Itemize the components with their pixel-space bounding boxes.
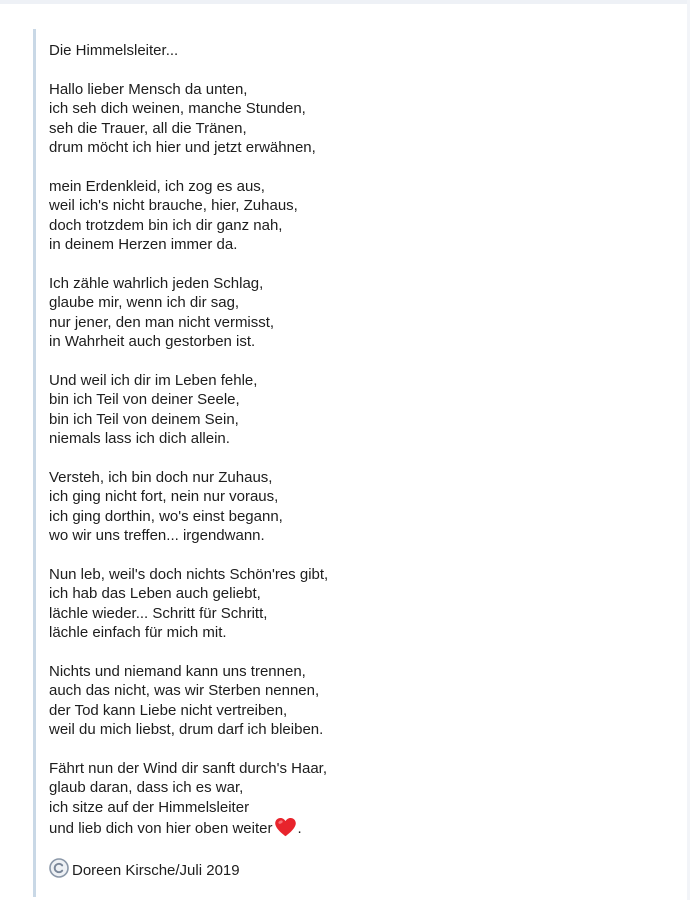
poem-stanza	[49, 565, 673, 643]
poem-line: ich sitze auf der Himmelsleiter	[49, 798, 250, 816]
poem-line: der Tod kann Liebe nicht vertreiben,	[49, 701, 288, 719]
poem-line: Nun leb, weil's doch nichts Schön'res gibt,	[49, 565, 329, 583]
poem-last-line	[49, 817, 673, 838]
poem-line: doch trotzdem bin ich dir ganz nah,	[49, 216, 283, 234]
poem-line: ich ging nicht fort, nein nur voraus,	[49, 488, 279, 506]
poem-line: drum möcht ich hier und jetzt erwähnen,	[49, 139, 316, 156]
top-strip	[0, 0, 690, 4]
poem-line: Hallo lieber Mensch da unten,	[49, 80, 248, 98]
poem-quote-block	[33, 29, 673, 897]
poem-stanza	[49, 759, 673, 839]
poem-stanza	[49, 662, 673, 740]
poem-line: weil du mich liebst, drum darf ich bleiben.	[49, 721, 324, 739]
poem-stanza	[49, 274, 673, 352]
poem-line: Und weil ich dir im Leben fehle,	[49, 371, 258, 389]
poem-line: lächle wieder... Schritt für Schritt,	[49, 604, 268, 622]
poem-line: glaube mir, wenn ich dir sag,	[49, 294, 240, 312]
poem-stanza	[49, 80, 673, 158]
poem-stanzas	[49, 80, 673, 839]
poem-line: in deinem Herzen immer da.	[49, 236, 238, 254]
author-credit	[49, 858, 673, 882]
poem-line: bin ich Teil von deinem Sein,	[49, 410, 239, 428]
poem-line: auch das nicht, was wir Sterben nennen,	[49, 682, 320, 700]
poem-last-line-end: .	[297, 820, 302, 838]
poem-line: ich hab das Leben auch geliebt,	[49, 585, 261, 603]
copyright-icon	[49, 858, 69, 878]
poem-line: ich ging dorthin, wo's einst begann,	[49, 507, 283, 525]
poem-line: Nichts und niemand kann uns trennen,	[49, 662, 306, 680]
poem-line: Ich zähle wahrlich jeden Schlag,	[49, 274, 264, 292]
poem-line: bin ich Teil von deiner Seele,	[49, 391, 240, 409]
poem-line: Versteh, ich bin doch nur Zuhaus,	[49, 468, 273, 486]
poem-line: nur jener, den man nicht vermisst,	[49, 313, 275, 331]
poem-line: niemals lass ich dich allein.	[49, 430, 230, 448]
poem-stanza	[49, 468, 673, 546]
poem-line: glaub daran, dass ich es war,	[49, 779, 244, 797]
poem-line: mein Erdenkleid, ich zog es aus,	[49, 177, 265, 195]
poem-last-line-text: und lieb dich von hier oben weiter	[49, 820, 273, 838]
poem-stanza	[49, 177, 673, 255]
poem-line: in Wahrheit auch gestorben ist.	[49, 333, 256, 351]
poem-title: Die Himmelsleiter...	[49, 42, 179, 59]
poem-stanza	[49, 371, 673, 449]
poem-line: weil ich's nicht brauche, hier, Zuhaus,	[49, 197, 298, 215]
red-heart-icon	[274, 817, 297, 837]
credit-text: Doreen Kirsche/Juli 2019	[72, 861, 240, 879]
poem-line: wo wir uns treffen... irgendwann.	[49, 527, 265, 545]
poem-line: Fährt nun der Wind dir sanft durch's Haar,	[49, 759, 327, 777]
poem-line: seh die Trauer, all die Tränen,	[49, 119, 247, 137]
poem-line: ich seh dich weinen, manche Stunden,	[49, 100, 306, 118]
poem-line: lächle einfach für mich mit.	[49, 624, 227, 642]
